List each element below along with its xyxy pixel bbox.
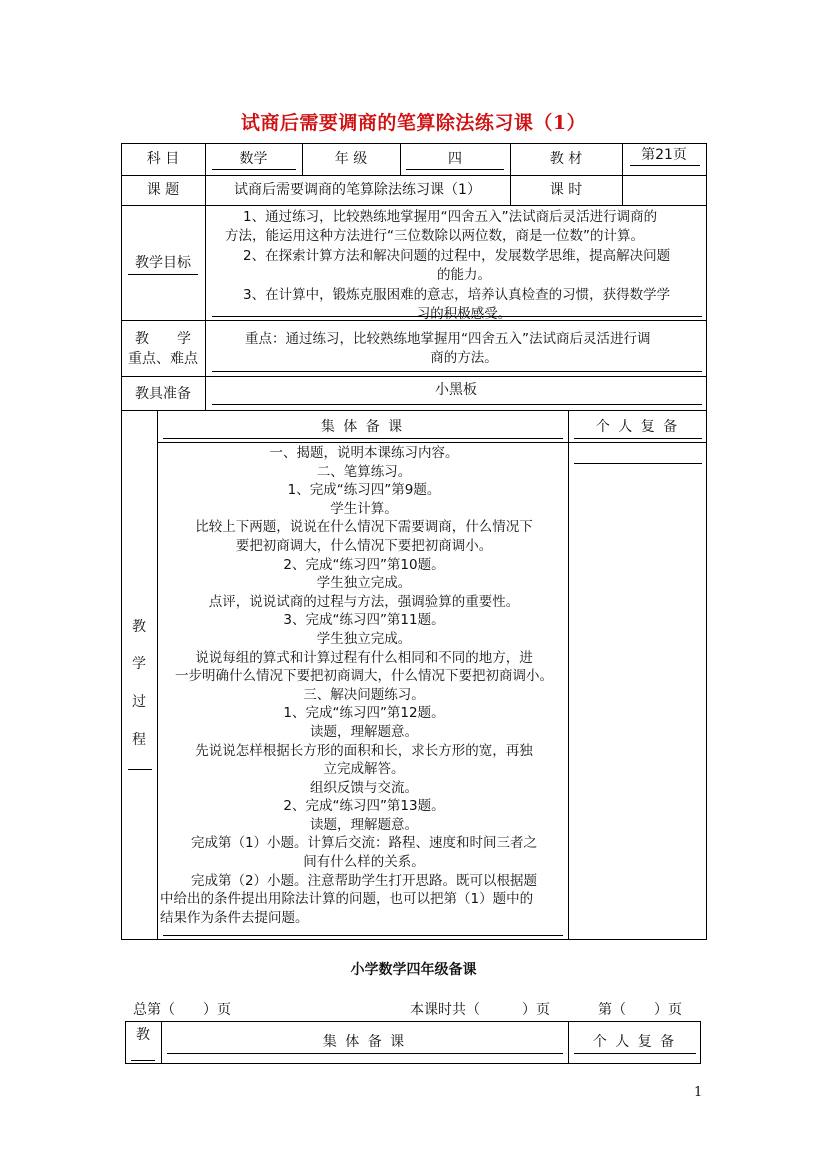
textbook-label: 教 材 xyxy=(549,151,583,167)
process-line: 间有什么样的关系。 xyxy=(303,854,425,871)
page-value: 第21页 xyxy=(641,147,687,163)
goals-text xyxy=(225,208,703,324)
collective-header: 集 体 备 课 xyxy=(320,419,405,435)
process-line: 完成第（1）小题。计算后交流：路程、速度和时间三者之 xyxy=(190,835,538,852)
process-line: 完成第（2）小题。注意帮助学生打开思路。既可以根据题 xyxy=(190,872,538,889)
process-label-char: 学 xyxy=(132,656,146,672)
lesson-label: 课 题 xyxy=(146,182,180,198)
keypoints-label-line2: 重点、难点 xyxy=(128,351,198,367)
keypoints-text xyxy=(225,330,703,369)
process-line: 比较上下两题，说说在什么情况下需要调商，什么情况下 xyxy=(195,519,533,536)
process-line: 学生计算。 xyxy=(330,500,398,517)
process-line: 读题，理解题意。 xyxy=(310,723,418,740)
process-line: 组织反馈与交流。 xyxy=(310,779,418,796)
total-page-label: 总第（ ）页 xyxy=(133,1002,231,1018)
tools-value: 小黑板 xyxy=(435,382,477,398)
grade-value: 四 xyxy=(448,151,462,167)
goal-line: 1、通过练习，比较熟练地掌握用“四舍五入”法试商后灵活进行调商的 xyxy=(243,209,658,225)
process-line: 学生独立完成。 xyxy=(316,630,412,647)
process-line: 中给出的条件提出用除法计算的问题，也可以把第（1）题中的 xyxy=(160,891,534,908)
subtitle: 小学数学四年级备课 xyxy=(350,962,477,978)
process-line: 要把初商调大，什么情况下要把初商调小。 xyxy=(235,537,493,554)
process-line: 三、解决问题练习。 xyxy=(303,686,425,703)
process-line: 点评，说说试商的过程与方法，强调验算的重要性。 xyxy=(208,593,520,610)
process-line: 先说说怎样根据长方形的面积和长，求长方形的宽，再独 xyxy=(195,742,533,759)
process-line: 说说每组的算式和计算过程有什么相同和不同的地方，进 xyxy=(195,649,533,666)
continuation-personal-header: 个 人 复 备 xyxy=(592,1034,677,1050)
goal-line: 2、在探索计算方法和解决问题的过程中，发展数学思维，提高解决问题 xyxy=(243,247,671,264)
continuation-collective-header: 集 体 备 课 xyxy=(322,1034,407,1050)
hours-label: 课 时 xyxy=(549,182,583,198)
grade-label: 年 级 xyxy=(334,151,368,167)
process-line: 2、完成“练习四”第10题。 xyxy=(283,556,445,573)
process-body xyxy=(160,444,568,927)
personal-header: 个 人 复 备 xyxy=(595,419,680,435)
keypoint-line: 重点：通过练习，比较熟练地掌握用“四舍五入”法试商后灵活进行调 xyxy=(245,331,651,347)
process-line: 2、完成“练习四”第13题。 xyxy=(283,798,445,815)
process-line: 1、完成“练习四”第12题。 xyxy=(283,705,445,722)
process-line: 二、笔算练习。 xyxy=(316,463,412,480)
process-label-char: 过 xyxy=(132,694,146,710)
subject-value: 数学 xyxy=(239,151,268,167)
lesson-pages-label: 本课时共（ ）页 xyxy=(410,1002,550,1018)
process-line: 读题，理解题意。 xyxy=(310,816,418,833)
goal-line: 习的积极感受。 xyxy=(416,306,512,323)
process-label-char: 程 xyxy=(132,732,146,748)
page-number: 1 xyxy=(694,1085,703,1100)
process-line: 一、揭题，说明本课练习内容。 xyxy=(269,445,459,461)
process-line: 立完成解答。 xyxy=(323,761,405,778)
process-label-char: 教 xyxy=(132,619,146,635)
process-line: 1、完成“练习四”第9题。 xyxy=(287,482,441,499)
subject-label: 科 目 xyxy=(146,151,180,167)
page-title: 试商后需要调商的笔算除法练习课（1） xyxy=(240,112,587,134)
goal-line: 的能力。 xyxy=(437,267,491,284)
process-line: 3、完成“练习四”第11题。 xyxy=(283,612,445,629)
goal-line: 方法，能运用这种方法进行“三位数除以两位数，商是一位数”的计算。 xyxy=(225,228,644,245)
process-line: 一步明确什么情况下要把初商调大，什么情况下要把初商调小。 xyxy=(175,668,553,685)
process-line: 结果作为条件去提问题。 xyxy=(160,909,309,926)
goal-line: 3、在计算中，锻炼克服困难的意志，培养认真检查的习惯，获得数学学 xyxy=(243,286,671,303)
keypoints-label-line1: 教 学 xyxy=(135,331,191,347)
page-of-label: 第（ ）页 xyxy=(598,1002,682,1018)
lesson-value: 试商后需要调商的笔算除法练习课（1） xyxy=(234,182,481,198)
process-line: 学生独立完成。 xyxy=(316,575,412,592)
tools-label: 教具准备 xyxy=(135,386,191,402)
goals-label: 教学目标 xyxy=(135,255,191,271)
continuation-teach-char: 教 xyxy=(136,1027,150,1043)
keypoint-line: 商的方法。 xyxy=(430,350,498,367)
